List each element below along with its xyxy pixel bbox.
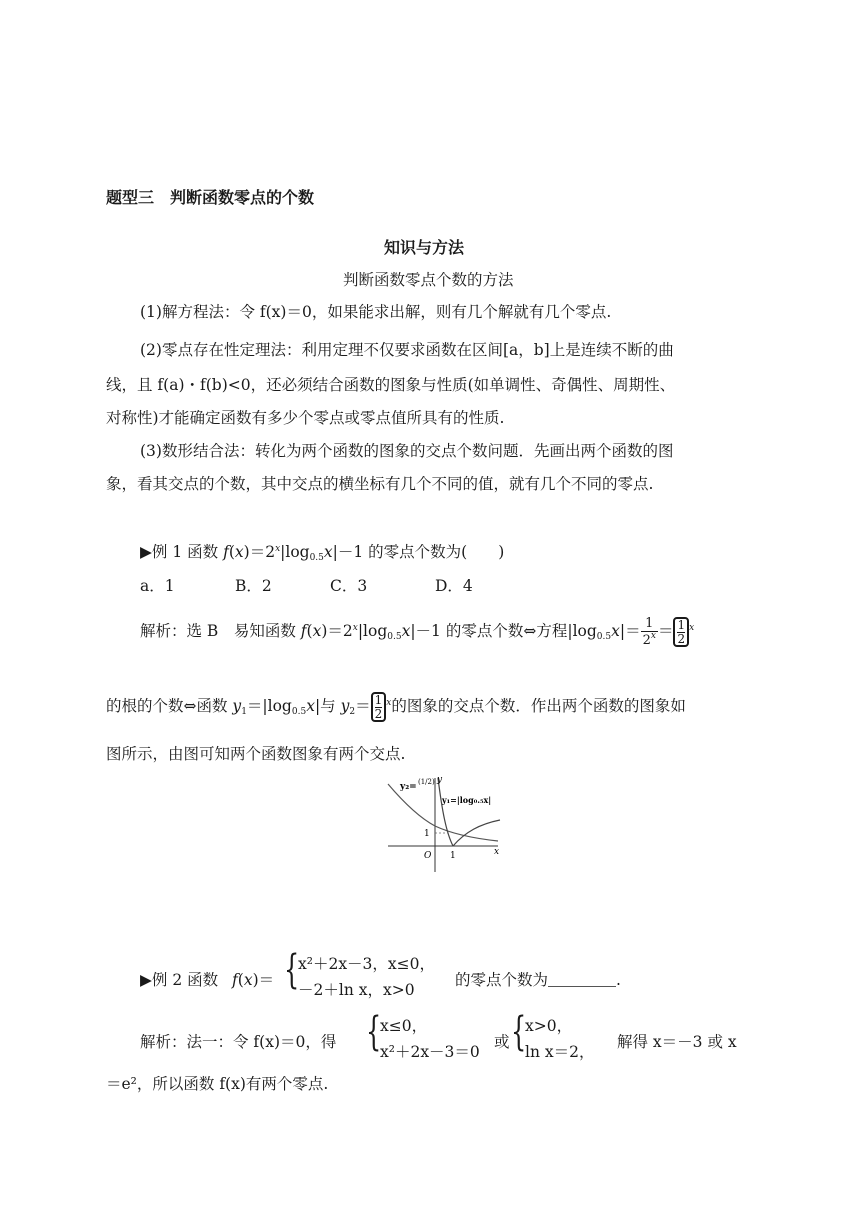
example-2-last-line: ＝e²，所以函数 f(x)有两个零点. (106, 1075, 329, 1093)
y2-expression: $y_2=$ $\frac{1}{2}$ $^x$ (340, 692, 392, 721)
system-1 (366, 1009, 486, 1062)
example-1-suffix: 的零点个数为( ) (368, 543, 505, 561)
origin-label: O (424, 851, 432, 861)
y-one-label: 1 (424, 829, 430, 839)
method-3-line-2: 象，看其交点的个数，其中交点的横坐标有几个不同的值，就有几个不同的零点. (106, 475, 654, 493)
option-d: D．4 (435, 577, 473, 595)
x-one-label: 1 (450, 851, 456, 861)
example-1-question (140, 540, 504, 563)
analysis-function: $f(x)=2^x|\log_{0.5}x|-1$ (300, 622, 446, 642)
brace: { (284, 947, 300, 993)
section-title: 题型三 判断函数零点的个数 (106, 188, 315, 207)
analysis-mid: 的零点个数⇔方程 (445, 622, 568, 640)
function-graph (380, 770, 510, 875)
example-1-analysis-line-2 (106, 685, 686, 730)
analysis-prefix: 解析：选 B 易知函数 (140, 622, 301, 640)
example-1-prefix: ▶例 1 函数 (140, 543, 224, 561)
line2-suffix: 的图象的交点个数．作出两个函数的图象如 (391, 697, 686, 715)
piecewise-case-1: x²＋2x－3，x≤0， (298, 955, 436, 973)
method-3-line-1: (3)数形结合法：转化为两个函数的图象的交点个数问题．先画出两个函数的图 (140, 442, 674, 460)
line2-mid: 与 (320, 697, 341, 715)
option-c: C．3 (330, 577, 368, 595)
method-1: (1)解方程法：令 f(x)＝0，如果能求出解，则有几个解就有几个零点. (140, 303, 612, 321)
method-2-line-2: 线，且 f(a)・f(b)<0，还必须结合函数的图象与性质(如单调性、奇偶性、周期性、 (106, 376, 676, 394)
y2-label-frac: (1/2) (418, 778, 435, 786)
equation-1: $|\log_{0.5}x|=$ $\frac{1}{2^x}$ ＝ $\frac{1}{2}$ $^x$ (567, 615, 695, 648)
y2-label: y₂= (400, 782, 417, 792)
option-b: B．2 (235, 577, 272, 595)
y1-right-branch (453, 820, 500, 846)
example-2-question-suffix: 的零点个数为 . (455, 971, 621, 989)
example-1-analysis-line-1 (140, 610, 694, 655)
or-label: 或 (494, 1033, 510, 1051)
system-1-line-1: x≤0， (380, 1017, 428, 1035)
system-2-line-1: x>0， (525, 1017, 573, 1035)
solve-text: 解得 x＝－3 或 x (617, 1033, 737, 1051)
y1-left-branch (438, 778, 453, 846)
x-axis-label: x (494, 847, 500, 857)
line2-prefix: 的根的个数⇔函数 (106, 697, 233, 715)
brace: { (511, 1009, 527, 1055)
example-2-piecewise (284, 947, 444, 1000)
system-1-line-2: x²＋2x－3＝0 (380, 1043, 480, 1061)
method-subheading: 判断函数零点个数的方法 (343, 271, 514, 289)
example-2-function-name: f(x)＝ (232, 971, 275, 989)
y-axis-label: y (437, 775, 443, 785)
y1-expression: $y_1=|\log_{0.5}x|$ (232, 697, 321, 717)
method-2-line-3: 对称性)才能确定函数有多少个零点或零点值所具有的性质. (106, 409, 505, 427)
answer-blank (548, 986, 616, 987)
method-2-line-1: (2)零点存在性定理法：利用定理不仅要求函数在区间[a，b]上是连续不断的曲 (140, 341, 674, 359)
piecewise-case-2: －2＋ln x，x>0 (298, 981, 415, 999)
example-2-prefix: ▶例 2 函数 (140, 971, 219, 989)
system-2 (511, 1009, 601, 1062)
example-1-function: $f(x)=2^x|\log_{0.5}x|-1$ (223, 543, 369, 563)
system-2-line-2: ln x＝2， (525, 1043, 595, 1061)
brace: { (366, 1009, 382, 1055)
example-2-suffix: 的零点个数为 (455, 971, 549, 989)
knowledge-heading: 知识与方法 (384, 238, 465, 257)
y1-label: y₁=|log₀.₅x| (442, 795, 492, 805)
example-2-analysis-prefix: 解析：法一：令 f(x)＝0，得 (140, 1033, 337, 1051)
example-1-analysis-line-3: 图所示，由图可知两个函数图象有两个交点. (106, 745, 406, 763)
option-a: a．1 (140, 577, 175, 595)
